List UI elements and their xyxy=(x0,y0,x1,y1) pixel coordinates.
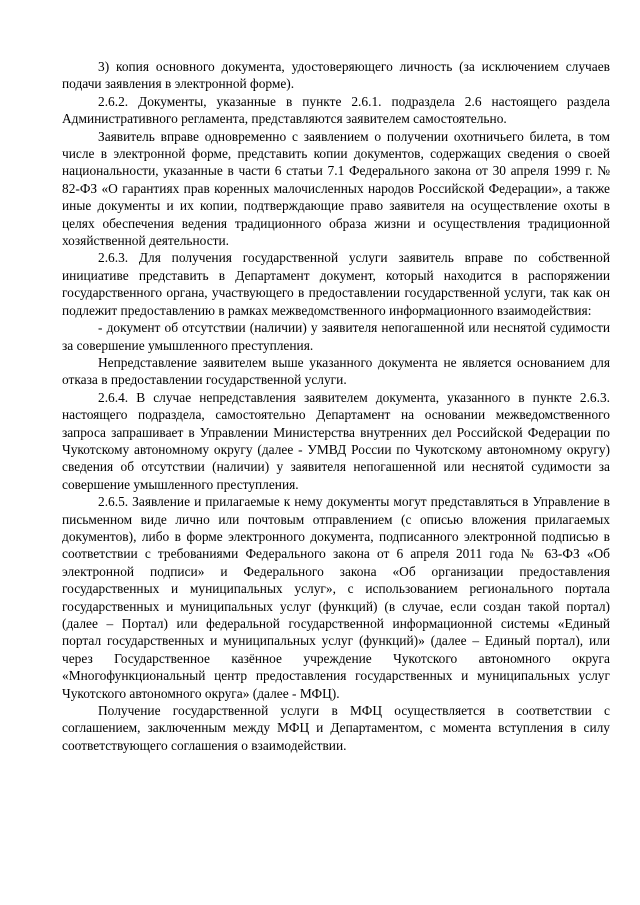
paragraph-2-6-4: 2.6.4. В случае непредставления заявителем документа, указанного в пункте 2.6.3. настоящего подраздела, самостоятельно Департамент на основании межведомственного запроса запрашивает в Управлении Министерства внутренних дел Российской Федерации по Чукотскому автономному округу (далее - УМВД России по Чукотскому автономному округу) сведения об отсутствии (наличии) у заявителя непогашенной или неснятой судимости за совершение умышленного преступления. xyxy=(62,389,610,492)
document-page xyxy=(62,58,610,754)
paragraph-mfc-service: Получение государственной услуги в МФЦ осуществляется в соответствии с соглашением, заключенным между МФЦ и Департаментом, с момента вступления в силу соответствующего соглашения о взаимодействии. xyxy=(62,703,610,753)
paragraph-copy-of-id-document: 3) копия основного документа, удостоверяющего личность (за исключением случаев подачи заявления в электронной форме). xyxy=(62,59,610,92)
paragraph-non-submission: Непредставление заявителем выше указанного документа не является основанием для отказа в предоставлении государственной услуги. xyxy=(62,354,610,388)
paragraph-2-6-5: 2.6.5. Заявление и прилагаемые к нему документы могут представляться в Управление в письменном виде лично или почтовым отправлением (с описью вложения прилагаемых документов), либо в форме электронного документа, подписанного электронной подписью в соответствии с требованиями Федерального закона от 6 апреля 2011 года № 63-ФЗ «Об электронной подписи» и Федерального закона «Об организации предоставления государственных и муниципальных услуг», с использованием регионального портала государственных и муниципальных услуг (функций) (в случае, если создан такой портал) (далее – Портал) или федеральной государственной информационной системы «Единый портал государственных и муниципальных услуг (функций)» (далее – Единый портал), или через Государственное казённое учреждение Чукотского автономного округа «Многофункциональный центр предоставления государственных и муниципальных услуг Чукотского автономного округа» (далее - МФЦ). xyxy=(62,494,610,701)
paragraph-criminal-record-document: - документ об отсутствии (наличии) у заявителя непогашенной или неснятой судимости за совершение умышленного преступления. xyxy=(62,320,610,353)
paragraph-2-6-3: 2.6.3. Для получения государственной услуги заявитель вправе по собственной инициативе представить в Департамент документ, который находится в распоряжении государственного органа, участвующего в предоставлении государственной услуги, так как он подлежит предоставлению в рамках межведомственного информационного взаимодействия: xyxy=(62,250,610,318)
paragraph-2-6-2: 2.6.2. Документы, указанные в пункте 2.6.1. подраздела 2.6 настоящего раздела Административного регламента, представляются заявителем самостоятельно. xyxy=(62,93,610,127)
paragraph-applicant-nationality-documents: Заявитель вправе одновременно с заявлением о получении охотничьего билета, в том числе в электронной форме, представить копии документов, содержащих сведения о своей национальности, указанные в части 6 статьи 7.1 Федерального закона от 30 апреля 1999 г. № 82-ФЗ «О гарантиях прав коренных малочисленных народов Российской Федерации», а также иные документы и их копии, подтверждающие право заявителя на осуществление охоты в целях обеспечения ведения традиционного образа жизни и осуществления традиционной хозяйственной деятельности. xyxy=(62,128,610,249)
